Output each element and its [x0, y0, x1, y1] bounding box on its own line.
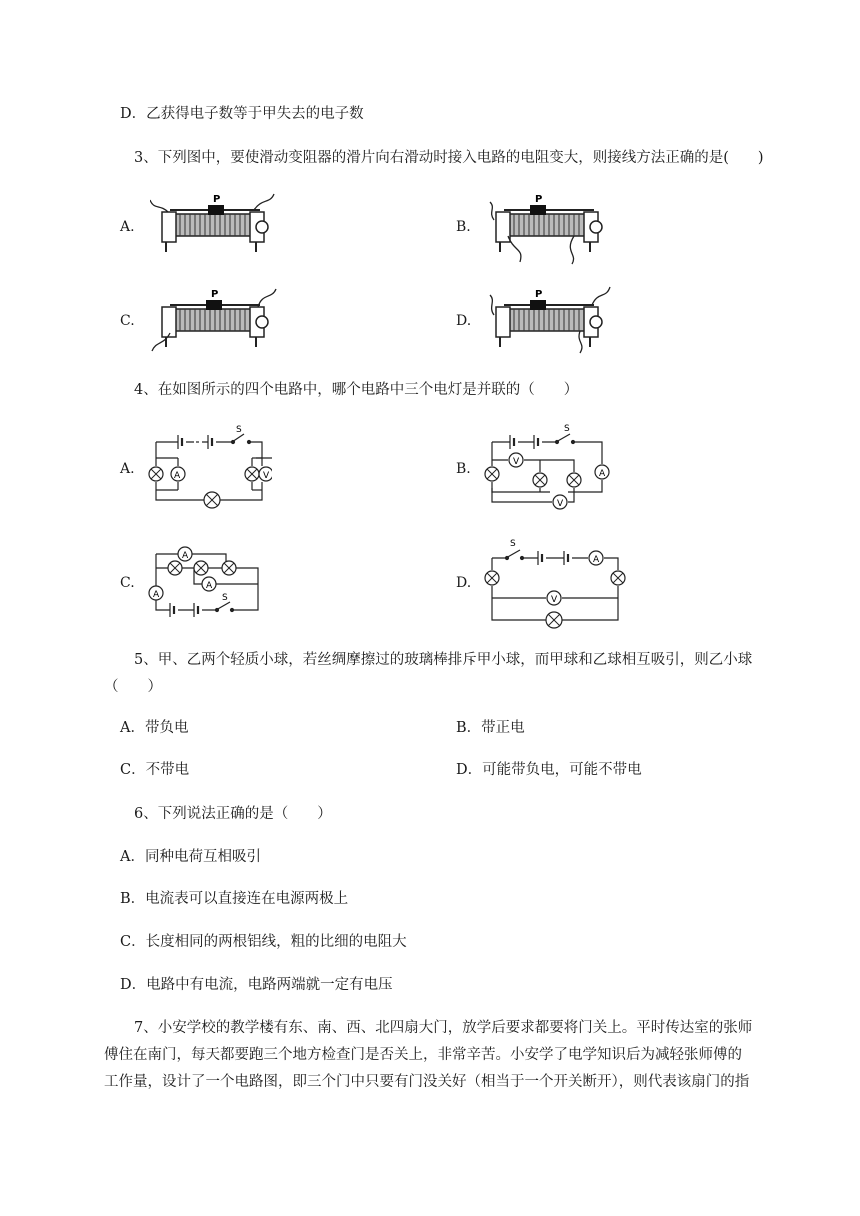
- rheostat-figure-b: [484, 190, 614, 265]
- q2-option-d: D．乙获得电子数等于甲失去的电子数: [120, 106, 364, 122]
- svg-text:A: A: [153, 590, 160, 600]
- q7-line2: 傅住在南门，每天都要跑三个地方检查门是否关上，非常辛苦。小安学了电学知识后为减轻张师傅的: [104, 1047, 742, 1063]
- circuit-figure-b: [478, 420, 618, 520]
- q5-stem-line2: （ ）: [104, 679, 162, 695]
- q3-label-b: B.: [456, 219, 471, 235]
- svg-text:V: V: [551, 595, 558, 605]
- q4-label-d: D.: [456, 575, 472, 591]
- q5-stem-line1: 5、甲、乙两个轻质小球，若丝绸摩擦过的玻璃棒排斥甲小球，而甲球和乙球相互吸引，则乙小球: [134, 652, 753, 668]
- q3-label-a: A.: [120, 219, 135, 235]
- q5-option-c: C．不带电: [120, 762, 190, 778]
- svg-text:A: A: [182, 551, 189, 561]
- circuit-figure-a: [142, 420, 272, 515]
- q4-label-b: B.: [456, 461, 471, 477]
- svg-text:V: V: [513, 457, 520, 467]
- q6-option-b: B．电流表可以直接连在电源两极上: [120, 891, 349, 907]
- q6-option-c: C．长度相同的两根铝线，粗的比细的电阻大: [120, 934, 407, 950]
- svg-text:P: P: [211, 289, 219, 300]
- svg-text:P: P: [535, 194, 543, 205]
- q5-option-b: B．带正电: [456, 720, 525, 736]
- svg-text:S: S: [510, 539, 516, 549]
- svg-text:V: V: [263, 471, 270, 481]
- svg-text:S: S: [222, 593, 228, 603]
- q6-option-d: D．电路中有电流，电路两端就一定有电压: [120, 977, 393, 993]
- rheostat-figure-a: [150, 190, 280, 260]
- rheostat-figure-d: [484, 285, 614, 355]
- q7-line3: 工作量，设计了一个电路图，即三个门中只要有门没关好（相当于一个开关断开），则代表该扇门的指: [104, 1074, 750, 1090]
- q6-stem: 6、下列说法正确的是（ ）: [134, 806, 332, 822]
- svg-text:P: P: [535, 289, 543, 300]
- circuit-figure-d: [478, 532, 628, 632]
- q3-label-c: C.: [120, 313, 135, 329]
- q5-option-d: D．可能带负电，可能不带电: [456, 762, 642, 778]
- svg-text:V: V: [557, 499, 564, 509]
- q7-line1: 7、小安学校的教学楼有东、南、西、北四扇大门，放学后要求都要将门关上。平时传达室的张师: [134, 1020, 753, 1036]
- q3-label-d: D.: [456, 313, 472, 329]
- svg-text:S: S: [564, 424, 570, 434]
- svg-text:A: A: [593, 555, 600, 565]
- q6-option-a: A．同种电荷互相吸引: [120, 849, 261, 865]
- rheostat-figure-c: [150, 285, 280, 355]
- svg-text:S: S: [236, 425, 242, 435]
- svg-text:A: A: [599, 469, 606, 479]
- q3-stem: 3、下列图中，要使滑动变阻器的滑片向右滑动时接入电路的电阻变大，则接线方法正确的是( ): [134, 150, 764, 166]
- q4-label-a: A.: [120, 461, 135, 477]
- svg-text:P: P: [213, 194, 221, 205]
- svg-text:A: A: [174, 471, 181, 481]
- q4-stem: 4、在如图所示的四个电路中，哪个电路中三个电灯是并联的（ ）: [134, 382, 579, 398]
- circuit-figure-c: [142, 538, 272, 618]
- svg-text:A: A: [206, 581, 213, 591]
- q4-label-c: C.: [120, 575, 135, 591]
- q5-option-a: A．带负电: [120, 720, 189, 736]
